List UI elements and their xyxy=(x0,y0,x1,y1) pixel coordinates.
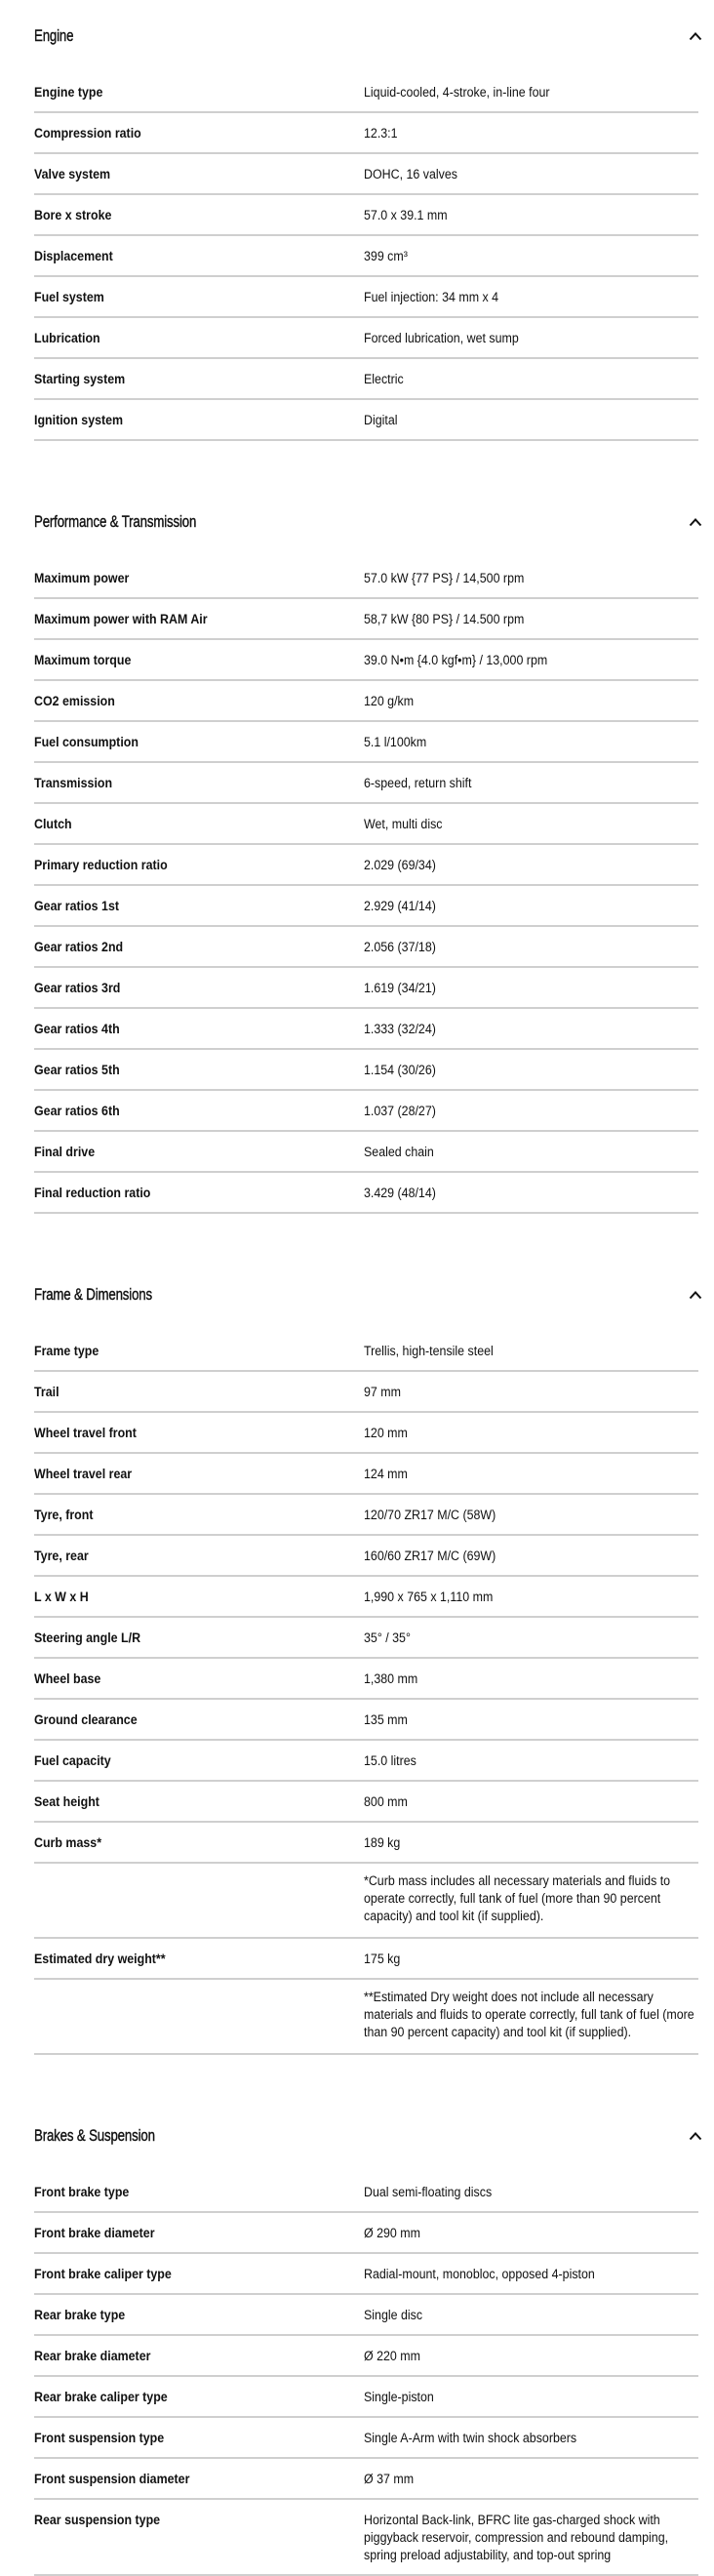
spec-row xyxy=(34,154,698,195)
spec-row xyxy=(34,640,698,681)
spec-value: Dual semi-floating discs xyxy=(364,2185,493,2199)
spec-label: Lubrication xyxy=(34,331,100,345)
spec-row xyxy=(34,1372,698,1413)
spec-row xyxy=(34,681,698,722)
spec-row xyxy=(34,1009,698,1050)
spec-value: Single-piston xyxy=(364,2390,434,2404)
spec-table xyxy=(34,558,698,1214)
spec-label: L x W x H xyxy=(34,1590,89,1604)
spec-value: Horizontal Back-link, BFRC lite gas-charged shock with piggyback reservoir, compression and rebound damping, spring preload adjustability, and top-out spring xyxy=(364,2513,669,2562)
section-title: Engine xyxy=(34,26,74,45)
spec-label: Gear ratios 6th xyxy=(34,1104,120,1118)
spec-label: Frame type xyxy=(34,1344,99,1358)
spec-value: 2.929 (41/14) xyxy=(364,899,436,913)
spec-row xyxy=(34,113,698,154)
section-performance-transmission xyxy=(34,486,698,1214)
spec-row xyxy=(34,1454,698,1495)
spec-value: Wet, multi disc xyxy=(364,817,443,831)
spec-row xyxy=(34,1823,698,1864)
spec-value: 2.029 (69/34) xyxy=(364,858,436,872)
spec-value: Digital xyxy=(364,413,398,427)
spec-row xyxy=(34,558,698,599)
spec-footnote-row xyxy=(34,1980,698,2055)
section-header-performance-transmission[interactable] xyxy=(34,486,698,558)
spec-value: 2.056 (37/18) xyxy=(364,940,436,954)
spec-row xyxy=(34,400,698,441)
spec-value: 97 mm xyxy=(364,1385,401,1399)
spec-label: Primary reduction ratio xyxy=(34,858,168,872)
spec-row xyxy=(34,722,698,763)
spec-row xyxy=(34,2418,698,2459)
spec-row xyxy=(34,1173,698,1214)
spec-row xyxy=(34,1618,698,1659)
spec-value: Single A-Arm with twin shock absorbers xyxy=(364,2431,577,2445)
spec-row xyxy=(34,318,698,359)
section-title: Performance & Transmission xyxy=(34,512,197,531)
spec-row xyxy=(34,1659,698,1700)
spec-row xyxy=(34,2172,698,2213)
spec-value: 120 mm xyxy=(364,1426,408,1440)
section-engine xyxy=(34,0,698,441)
spec-value: 120 g/km xyxy=(364,694,415,708)
spec-row xyxy=(34,1132,698,1173)
spec-value: 800 mm xyxy=(364,1794,408,1809)
spec-label: Maximum power with RAM Air xyxy=(34,612,208,626)
spec-row xyxy=(34,1331,698,1372)
section-header-brakes-suspension[interactable] xyxy=(34,2100,698,2172)
spec-row xyxy=(34,927,698,968)
chevron-up-icon[interactable] xyxy=(685,25,706,47)
spec-label: Starting system xyxy=(34,372,126,386)
spec-row xyxy=(34,2295,698,2336)
spec-label: Gear ratios 3rd xyxy=(34,981,121,995)
spec-label: Front brake diameter xyxy=(34,2226,155,2240)
spec-label: Ignition system xyxy=(34,413,124,427)
spec-label: Estimated dry weight** xyxy=(34,1952,166,1966)
spec-row xyxy=(34,2459,698,2500)
spec-label xyxy=(34,1864,337,1937)
spec-row xyxy=(34,2500,698,2576)
spec-row xyxy=(34,1495,698,1536)
spec-value: 175 kg xyxy=(364,1952,401,1966)
section-title: Frame & Dimensions xyxy=(34,1285,152,1304)
spec-label: Wheel travel rear xyxy=(34,1467,133,1481)
spec-row xyxy=(34,2377,698,2418)
spec-table xyxy=(34,2172,698,2576)
spec-row xyxy=(34,763,698,804)
spec-value: Forced lubrication, wet sump xyxy=(364,331,519,345)
spec-value: 5.1 l/100km xyxy=(364,735,427,749)
spec-value: DOHC, 16 valves xyxy=(364,167,457,181)
spec-row xyxy=(34,72,698,113)
spec-value: 1.154 (30/26) xyxy=(364,1063,436,1077)
spec-label xyxy=(34,1980,337,2053)
spec-value: 189 kg xyxy=(364,1835,401,1850)
spec-label: Maximum torque xyxy=(34,653,132,667)
spec-value: 1,990 x 765 x 1,110 mm xyxy=(364,1590,494,1604)
spec-label: Final drive xyxy=(34,1145,96,1159)
spec-value: Electric xyxy=(364,372,404,386)
spec-label: Displacement xyxy=(34,249,113,263)
spec-value: 135 mm xyxy=(364,1712,408,1727)
spec-value: 58,7 kW {80 PS} / 14.500 rpm xyxy=(364,612,525,626)
spec-row xyxy=(34,1536,698,1577)
spec-value: 1,380 mm xyxy=(364,1671,418,1686)
spec-label: Front brake caliper type xyxy=(34,2267,172,2281)
spec-label: Trail xyxy=(34,1385,60,1399)
spec-table xyxy=(34,1331,698,2055)
spec-row xyxy=(34,1939,698,1980)
spec-value: 399 cm³ xyxy=(364,249,408,263)
spec-label: Engine type xyxy=(34,85,103,100)
spec-value: Single disc xyxy=(364,2308,423,2322)
spec-value: 160/60 ZR17 M/C (69W) xyxy=(364,1549,496,1563)
spec-value: 3.429 (48/14) xyxy=(364,1186,436,1200)
spec-label: Gear ratios 4th xyxy=(34,1022,120,1036)
spec-row xyxy=(34,1091,698,1132)
spec-row xyxy=(34,1741,698,1782)
chevron-up-icon[interactable] xyxy=(685,511,706,533)
spec-row xyxy=(34,2336,698,2377)
spec-value: Ø 37 mm xyxy=(364,2472,415,2486)
spec-accordion xyxy=(34,0,698,2576)
section-brakes-suspension xyxy=(34,2100,698,2576)
spec-value: 1.619 (34/21) xyxy=(364,981,436,995)
spec-label: Final reduction ratio xyxy=(34,1186,151,1200)
spec-label: Wheel travel front xyxy=(34,1426,137,1440)
spec-row xyxy=(34,2254,698,2295)
spec-value: 35° / 35° xyxy=(364,1630,411,1645)
spec-footnote-row xyxy=(34,1864,698,1939)
spec-label: Clutch xyxy=(34,817,72,831)
spec-row xyxy=(34,599,698,640)
spec-value: 120/70 ZR17 M/C (58W) xyxy=(364,1508,496,1522)
spec-row xyxy=(34,1782,698,1823)
spec-row xyxy=(34,1050,698,1091)
section-header-frame-dimensions[interactable] xyxy=(34,1259,698,1331)
spec-label: Fuel capacity xyxy=(34,1753,111,1768)
section-title: Brakes & Suspension xyxy=(34,2126,155,2145)
spec-label: Transmission xyxy=(34,776,113,790)
spec-label: Valve system xyxy=(34,167,111,181)
spec-label: Curb mass* xyxy=(34,1835,102,1850)
spec-row xyxy=(34,886,698,927)
spec-label: Front suspension diameter xyxy=(34,2472,190,2486)
spec-value: 57.0 x 39.1 mm xyxy=(364,208,448,222)
spec-label: Tyre, front xyxy=(34,1508,94,1522)
spec-row xyxy=(34,277,698,318)
spec-label: Steering angle L/R xyxy=(34,1630,141,1645)
spec-value: 124 mm xyxy=(364,1467,408,1481)
spec-value: Radial-mount, monobloc, opposed 4-piston xyxy=(364,2267,595,2281)
spec-footnote: *Curb mass includes all necessary materials and fluids to operate correctly, full tank of fuel (more than 90 percent capacity) and tool kit (if supplied). xyxy=(364,1873,671,1923)
spec-label: Seat height xyxy=(34,1794,99,1809)
spec-row xyxy=(34,1577,698,1618)
section-header-engine[interactable] xyxy=(34,0,698,72)
spec-label: Fuel system xyxy=(34,290,104,304)
spec-value: Trellis, high-tensile steel xyxy=(364,1344,494,1358)
spec-label: Ground clearance xyxy=(34,1712,138,1727)
spec-label: Bore x stroke xyxy=(34,208,112,222)
spec-value: 39.0 N•m {4.0 kgf•m} / 13,000 rpm xyxy=(364,653,548,667)
spec-row xyxy=(34,1413,698,1454)
spec-label: Rear brake diameter xyxy=(34,2349,151,2363)
spec-row xyxy=(34,236,698,277)
chevron-up-icon[interactable] xyxy=(685,2125,706,2147)
spec-value: Sealed chain xyxy=(364,1145,434,1159)
spec-label: Maximum power xyxy=(34,571,130,585)
spec-value: 12.3:1 xyxy=(364,126,398,141)
spec-label: Gear ratios 1st xyxy=(34,899,119,913)
spec-row xyxy=(34,845,698,886)
spec-value: 6-speed, return shift xyxy=(364,776,472,790)
spec-label: Compression ratio xyxy=(34,126,141,141)
spec-label: Wheel base xyxy=(34,1671,101,1686)
spec-row xyxy=(34,195,698,236)
spec-label: Front suspension type xyxy=(34,2431,165,2445)
spec-value: Liquid-cooled, 4-stroke, in-line four xyxy=(364,85,550,100)
spec-footnote: **Estimated Dry weight does not include all necessary materials and fluids to operate correctly, full tank of fuel (more than 90 percent capacity) and tool kit (if supplied). xyxy=(364,1990,694,2039)
spec-value: 1.333 (32/24) xyxy=(364,1022,436,1036)
spec-row xyxy=(34,359,698,400)
spec-label: Fuel consumption xyxy=(34,735,139,749)
spec-label: Rear brake caliper type xyxy=(34,2390,168,2404)
spec-row xyxy=(34,968,698,1009)
spec-label: Rear brake type xyxy=(34,2308,126,2322)
spec-value: 15.0 litres xyxy=(364,1753,416,1768)
spec-value: 1.037 (28/27) xyxy=(364,1104,436,1118)
spec-row xyxy=(34,1700,698,1741)
spec-value: Ø 220 mm xyxy=(364,2349,420,2363)
chevron-up-icon[interactable] xyxy=(685,1284,706,1306)
spec-label: Gear ratios 2nd xyxy=(34,940,124,954)
spec-value: 57.0 kW {77 PS} / 14,500 rpm xyxy=(364,571,525,585)
spec-label: CO2 emission xyxy=(34,694,115,708)
spec-table xyxy=(34,72,698,441)
spec-label: Rear suspension type xyxy=(34,2513,161,2527)
spec-row xyxy=(34,2213,698,2254)
spec-label: Front brake type xyxy=(34,2185,130,2199)
spec-value: Ø 290 mm xyxy=(364,2226,420,2240)
spec-label: Tyre, rear xyxy=(34,1549,89,1563)
section-frame-dimensions xyxy=(34,1259,698,2055)
spec-label: Gear ratios 5th xyxy=(34,1063,120,1077)
spec-row xyxy=(34,804,698,845)
spec-value: Fuel injection: 34 mm x 4 xyxy=(364,290,499,304)
